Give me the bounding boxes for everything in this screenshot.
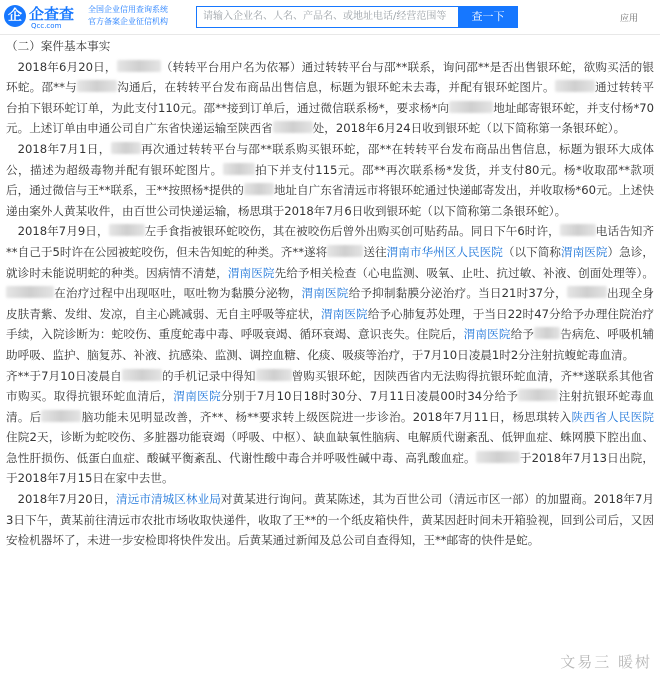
hospital-link[interactable]: 渭南医院 <box>321 306 368 321</box>
hospital-link[interactable]: 渭南市华州区人民医院 <box>386 244 503 259</box>
hospital-link[interactable]: 渭南医院 <box>227 265 275 280</box>
watermark: 文易三 暖树 <box>560 653 652 671</box>
paragraph-4: 齐**于7月10日凌晨自 的手机记录中得知 曾购买银环蛇，因陕西省内无法购得抗银环蛇血清，齐**遂联系其他省市购买。取得抗银环蛇血清后，渭南医院分别于7月10日18时30分、7月11日凌晨00时34分给予 注射抗银环蛇毒血清。后 脑功能未见明显改善，齐**、杨**要求转上级医院进一步诊治。2018年7月11日，杨思琪转入陕西省人民医院住院2天，诊断为蛇咬伤、多脏器功能衰竭（呼吸、中枢）、缺血缺氧性脑病、电解质代谢紊乱、低钾血症、蛛网膜下腔出血、急性肝损伤、低蛋白血症、酸碱平衡紊乱、代谢性酸中毒合并呼吸性碱中毒、高乳酸血症。 于2018年7月13日出院，于2018年7月15日在家中去世。 <box>6 368 654 486</box>
redacted-name <box>223 163 255 175</box>
redacted-name <box>122 369 162 381</box>
slogan-line-1: 全国企业信用查询系统 <box>88 5 168 14</box>
paragraph-5: 2018年7月20日，清远市清城区林业局对黄某进行询问。黄某陈述，其为百世公司（清远市区一部）的加盟商。2018年7月3日下午，黄某前往清远市农批市场收取快递件，收取了王**的一个纸皮箱快件，黄某因赶时间未开箱验视，回到公司后，又因安检机器坏了，未进一步安检即将快件发出。后黄某通过新闻及总公司自查得知，王**邮寄的快件是蛇。 <box>6 492 654 548</box>
hospital-link[interactable]: 渭南医院 <box>463 327 511 342</box>
search-input[interactable]: 请输入企业名、人名、产品名、或地址电话/经营范围等 <box>196 6 458 28</box>
qcc-logo-icon[interactable]: 企 <box>4 5 26 27</box>
redacted-name <box>109 224 145 236</box>
logo-domain: Qcc.com <box>31 22 62 30</box>
redacted-name <box>327 245 363 257</box>
redacted-name <box>111 142 141 154</box>
hospital-link[interactable]: 渭南医院 <box>301 286 349 301</box>
logo-text[interactable]: 企查查 <box>29 5 75 23</box>
hospital-link[interactable]: 渭南医院 <box>561 244 608 259</box>
site-header <box>0 0 660 35</box>
slogan-line-2: 官方备案企业征信机构 <box>88 17 168 26</box>
redacted-address <box>244 183 274 195</box>
redacted-name <box>476 451 520 463</box>
redacted-name <box>518 389 558 401</box>
redacted-name <box>534 327 560 339</box>
redacted-name <box>560 224 596 236</box>
redacted-name <box>117 60 161 72</box>
slogan <box>88 4 168 28</box>
redacted-address <box>273 121 313 133</box>
redacted-name <box>567 286 607 298</box>
case-document <box>6 36 654 551</box>
paragraph-2: 2018年7月1日， 再次通过转转平台与邵**联系购买银环蛇，邵**在转转平台发布商品出售信息，标题为银环大成体公，描述为超级毒物并配有银环蛇图片。 拍下并支付115元。邵**再次联系杨*发货，并支付80元。杨*收取邵**款项后，通过微信与王**联系，王**按照杨*提供的 地址自广东省清远市将银环蛇通过快递邮寄发出，并收取杨*60元。上述快递由案外人黄某收件，由百世公司快递运输，杨思琪于2018年7月6日收到银环蛇（以下简称第二条银环蛇）。 <box>6 141 654 218</box>
redacted-name <box>41 410 81 422</box>
hospital-link[interactable]: 陕西省人民医院 <box>571 409 654 424</box>
redacted-name <box>555 80 595 92</box>
search-button[interactable]: 查一下 <box>458 6 518 28</box>
hospital-link[interactable]: 渭南医院 <box>173 389 222 404</box>
forestry-bureau-link[interactable]: 清远市清城区林业局 <box>116 492 221 507</box>
redacted-address <box>449 101 493 113</box>
paragraph-1: 2018年6月20日， （转转平台用户名为依幂）通过转转平台与邵**联系，询问邵**是否出售银环蛇，欲购买活的银环蛇。邵**与 沟通后，在转转平台发布商品出售信息，标题为银环蛇未去毒，并配有银环蛇图片。 通过转转平台拍下银环蛇订单，为此支付110元。邵**接到订单后，通过微信联系杨*，要求杨*向 地址邮寄银环蛇，并支付杨*70元。上述订单由申通公司自广东省快递运输至陕西省 处，2018年6月24日收到银环蛇（以下简称第一条银环蛇）。 <box>6 59 654 136</box>
section-title: （二）案件基本事实 <box>6 39 111 53</box>
redacted-name <box>77 80 117 92</box>
header-app-link[interactable]: 应用 <box>620 14 639 24</box>
redacted-name <box>256 369 292 381</box>
paragraph-3: 2018年7月9日， 左手食指被银环蛇咬伤，其在被咬伤后曾外出购买创可贴药品。同日下午6时许， 电话告知齐**自己于5时许在公园被蛇咬伤，但未告知蛇的种类。齐**遂将 送往渭南市华州区人民医院（以下简称渭南医院）急诊，就诊时未能说明蛇的种类。因病情不清楚，渭南医院先给予相关检查（心电监测、吸氧、止吐、抗过敏、补液、创面处理等）。在治疗过程中出现呕吐，呕吐物为黏膜分泌物，渭南医院给予抑制黏膜分泌治疗。当日21时37分， 出现全身皮肤青紫、发绀、发凉，自主心跳减弱、无自主呼吸等症状，渭南医院给予心肺复苏处理，于当日22时47分给予办理住院治疗手续，入院诊断为：蛇咬伤、重度蛇毒中毒、呼吸衰竭、循环衰竭、意识丧失。住院后，渭南医院给予 告病危、呼吸机辅助呼吸、监护、脑复苏、补液、抗感染、监测、调控血糖、化痰、吸痰等治疗，于7月10日凌晨1时2分注射抗蝮蛇毒血清。 <box>6 224 654 362</box>
redacted-name <box>6 286 54 298</box>
